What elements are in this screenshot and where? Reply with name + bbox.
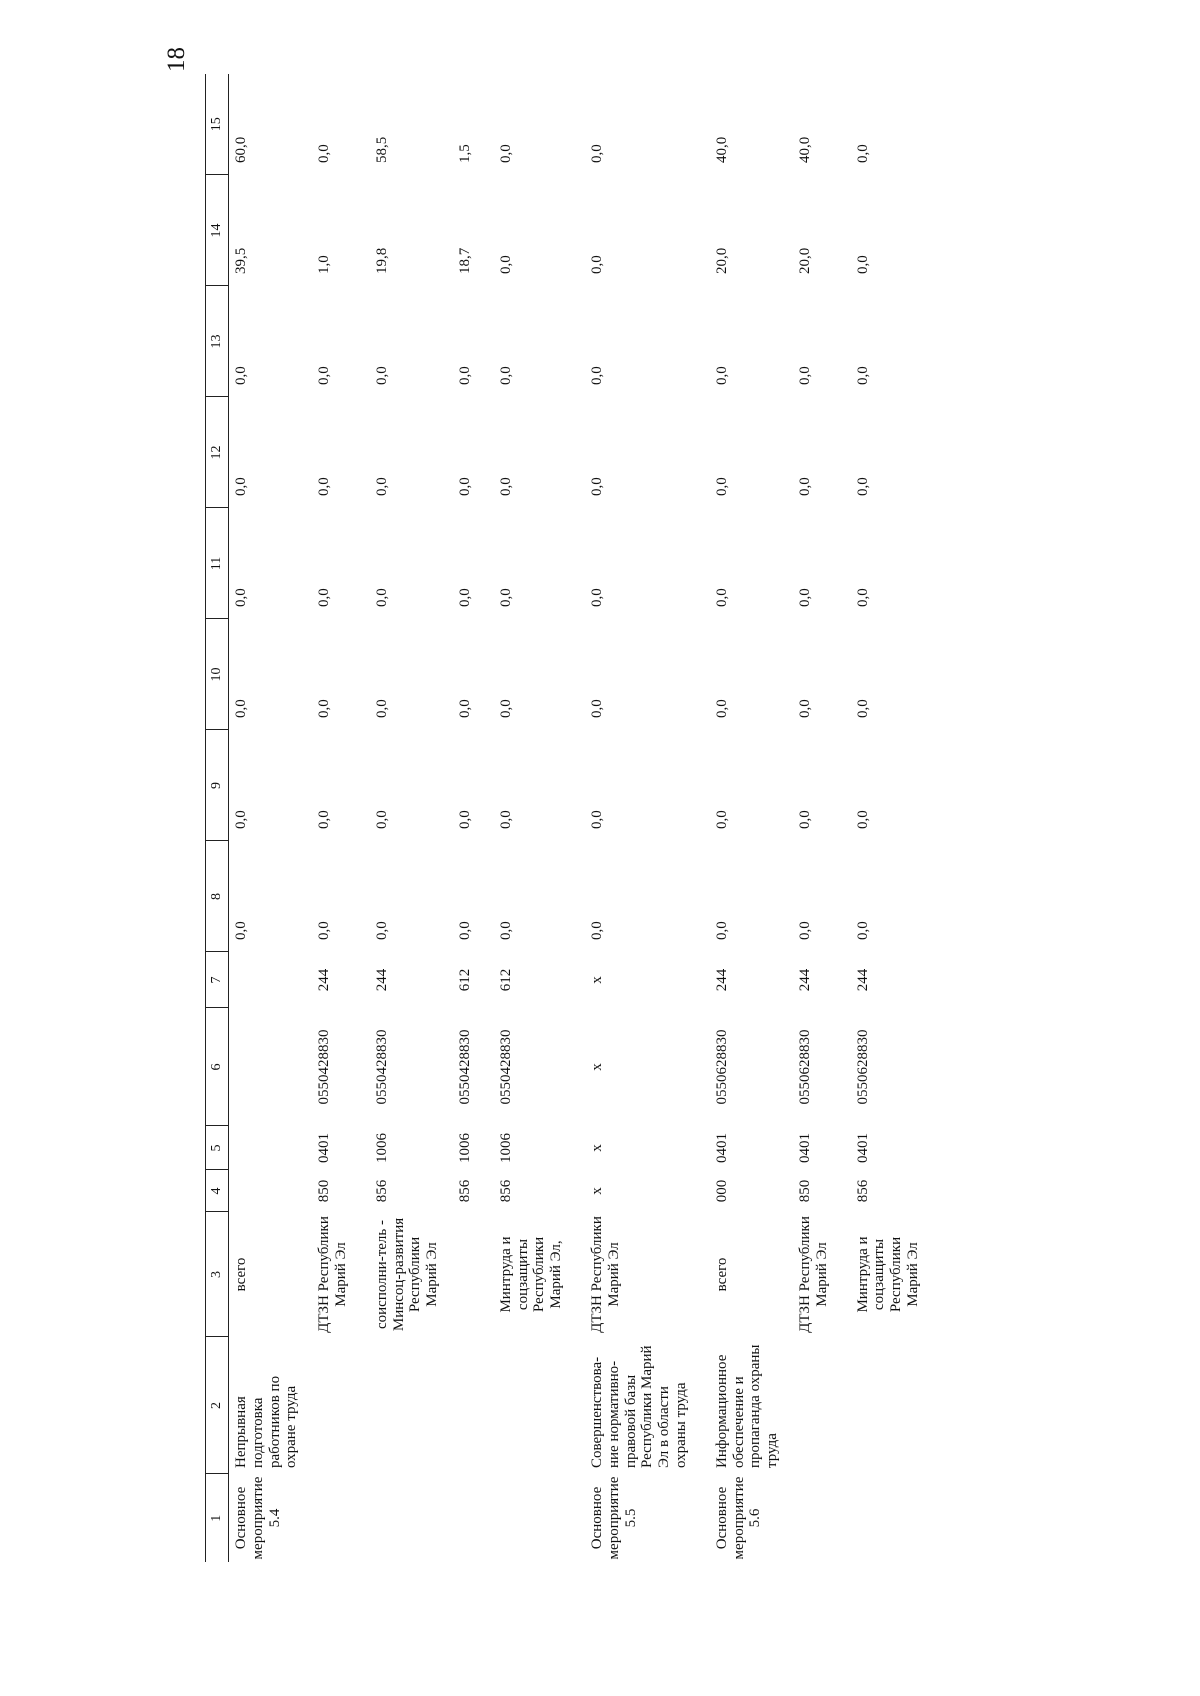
amount-cell-col-12: 0,0 xyxy=(713,477,730,496)
table-row xyxy=(783,74,833,1562)
code-vr-cell: 244 xyxy=(373,968,390,992)
table-body xyxy=(229,74,924,1562)
measure-name-cell xyxy=(443,1474,476,1562)
amount-cell-col-9: 0,0 xyxy=(854,810,871,829)
amount-cell-col-14: 39,5 xyxy=(233,247,249,274)
amount-cell-col-9: 0,0 xyxy=(796,810,813,829)
amount-cell-col-9: 0,0 xyxy=(497,810,514,829)
executor-cell: всего xyxy=(233,1257,249,1292)
column-header-15: 15 xyxy=(206,74,229,175)
code-csr-cell: 0550428830 xyxy=(316,1029,333,1105)
amount-cell-col-15: 0,0 xyxy=(588,144,605,163)
amount-cell-col-8: 0,0 xyxy=(854,921,871,940)
executor-cell xyxy=(443,1212,476,1337)
amount-cell-col-10: 0,0 xyxy=(796,699,813,718)
amount-cell-col-9: 0,0 xyxy=(316,810,333,829)
amount-cell-col-12: 0,0 xyxy=(588,477,605,496)
amount-cell-col-13: 0,0 xyxy=(316,366,333,385)
amount-cell-col-11: 0,0 xyxy=(713,588,730,607)
amount-cell-col-15: 40,0 xyxy=(713,136,730,163)
column-header-10: 10 xyxy=(206,619,229,730)
column-number-header xyxy=(206,74,229,1562)
column-header-14: 14 xyxy=(206,175,229,286)
amount-cell-col-9: 0,0 xyxy=(373,810,390,829)
code-vr-cell: 244 xyxy=(796,968,813,992)
amount-cell-col-14: 0,0 xyxy=(588,255,605,274)
amount-cell-col-8: 0,0 xyxy=(373,921,390,940)
page-number: 18 xyxy=(163,47,190,72)
amount-cell-col-11: 0,0 xyxy=(456,588,473,607)
amount-cell-col-15: 0,0 xyxy=(854,144,871,163)
amount-cell-col-13: 0,0 xyxy=(497,366,514,385)
code-vr-cell: 612 xyxy=(497,968,514,992)
amount-cell-col-15: 40,0 xyxy=(796,136,813,163)
amount-cell-col-10: 0,0 xyxy=(316,699,333,718)
code-vr-cell xyxy=(229,952,303,1008)
amount-cell-col-10: 0,0 xyxy=(497,699,514,718)
measure-description-cell xyxy=(783,1337,833,1474)
amount-cell-col-10: 0,0 xyxy=(854,699,871,718)
executor-cell: ДТЗН Республики Марий Эл xyxy=(796,1216,830,1333)
code-rzpr-cell: 0401 xyxy=(796,1133,813,1163)
measure-description-cell xyxy=(352,1337,443,1474)
amount-cell-col-9: 0,0 xyxy=(233,810,249,829)
amount-cell-col-12: 0,0 xyxy=(233,477,249,496)
amount-cell-col-11: 0,0 xyxy=(373,588,390,607)
executor-cell: всего xyxy=(713,1257,730,1292)
code-grbs-cell: 856 xyxy=(456,1179,473,1203)
column-header-6: 6 xyxy=(206,1008,229,1126)
code-grbs-cell: 000 xyxy=(713,1179,730,1203)
amount-cell-col-15: 0,0 xyxy=(316,144,333,163)
code-grbs-cell: 856 xyxy=(854,1179,871,1203)
amount-cell-col-8: 0,0 xyxy=(316,921,333,940)
amount-cell-col-12: 0,0 xyxy=(854,477,871,496)
amount-cell-col-10: 0,0 xyxy=(456,699,473,718)
column-header-7: 7 xyxy=(206,952,229,1008)
amount-cell-col-13: 0,0 xyxy=(233,366,249,385)
code-grbs-cell: 856 xyxy=(373,1179,390,1203)
amount-cell-col-12: 0,0 xyxy=(373,477,390,496)
code-grbs-cell: x xyxy=(588,1187,605,1195)
code-grbs-cell xyxy=(229,1170,303,1212)
table-row xyxy=(229,74,303,1562)
budget-table xyxy=(205,74,924,1562)
amount-cell-col-12: 0,0 xyxy=(456,477,473,496)
code-csr-cell: 0550628830 xyxy=(796,1029,813,1105)
code-vr-cell: 612 xyxy=(456,968,473,992)
code-grbs-cell: 850 xyxy=(316,1179,333,1203)
amount-cell-col-12: 0,0 xyxy=(316,477,333,496)
amount-cell-col-8: 0,0 xyxy=(233,921,249,940)
executor-cell: соисполни-тель - Минсоц-развития Республики Марий Эл xyxy=(373,1217,441,1332)
amount-cell-col-13: 0,0 xyxy=(854,366,871,385)
table-row xyxy=(302,74,352,1562)
column-header-5: 5 xyxy=(206,1126,229,1170)
amount-cell-col-11: 0,0 xyxy=(796,588,813,607)
amount-cell-col-15: 0,0 xyxy=(497,144,514,163)
amount-cell-col-11: 0,0 xyxy=(497,588,514,607)
measure-name-cell xyxy=(352,1474,443,1562)
column-header-13: 13 xyxy=(206,286,229,397)
amount-cell-col-13: 0,0 xyxy=(796,366,813,385)
amount-cell-col-10: 0,0 xyxy=(233,699,249,718)
measure-name-cell xyxy=(783,1474,833,1562)
column-header-4: 4 xyxy=(206,1170,229,1212)
amount-cell-col-11: 0,0 xyxy=(588,588,605,607)
code-rzpr-cell: 0401 xyxy=(713,1133,730,1163)
amount-cell-col-8: 0,0 xyxy=(588,921,605,940)
amount-cell-col-15: 60,0 xyxy=(233,136,249,163)
amount-cell-col-13: 0,0 xyxy=(713,366,730,385)
amount-cell-col-15: 1,5 xyxy=(456,144,473,163)
amount-cell-col-8: 0,0 xyxy=(796,921,813,940)
amount-cell-col-11: 0,0 xyxy=(854,588,871,607)
amount-cell-col-10: 0,0 xyxy=(713,699,730,718)
measure-name-cell: Основное мероприятие 5.5 xyxy=(588,1476,639,1560)
code-rzpr-cell: 1006 xyxy=(497,1133,514,1163)
amount-cell-col-8: 0,0 xyxy=(456,921,473,940)
code-rzpr-cell: 0401 xyxy=(316,1133,333,1163)
amount-cell-col-12: 0,0 xyxy=(796,477,813,496)
measure-name-cell xyxy=(833,1474,924,1562)
amount-cell-col-8: 0,0 xyxy=(497,921,514,940)
amount-cell-col-15: 58,5 xyxy=(373,136,390,163)
code-rzpr-cell: 0401 xyxy=(854,1133,871,1163)
measure-description-cell: Непрывная подготовка работников по охране труда xyxy=(233,1375,300,1468)
code-rzpr-cell: 1006 xyxy=(456,1133,473,1163)
column-header-9: 9 xyxy=(206,730,229,841)
amount-cell-col-11: 0,0 xyxy=(233,588,249,607)
table-row xyxy=(476,74,567,1562)
code-vr-cell: 244 xyxy=(713,968,730,992)
code-csr-cell: 0550428830 xyxy=(497,1029,514,1105)
code-rzpr-cell: 1006 xyxy=(373,1133,390,1163)
code-csr-cell: 0550428830 xyxy=(456,1029,473,1105)
amount-cell-col-9: 0,0 xyxy=(456,810,473,829)
code-grbs-cell: 850 xyxy=(796,1179,813,1203)
measure-description-cell xyxy=(302,1337,352,1474)
measure-description-cell xyxy=(833,1337,924,1474)
amount-cell-col-14: 19,8 xyxy=(373,247,390,274)
rotated-table-container xyxy=(205,78,1025,1562)
amount-cell-col-14: 0,0 xyxy=(854,255,871,274)
amount-cell-col-11: 0,0 xyxy=(316,588,333,607)
amount-cell-col-14: 20,0 xyxy=(796,247,813,274)
amount-cell-col-14: 18,7 xyxy=(456,247,473,274)
amount-cell-col-10: 0,0 xyxy=(588,699,605,718)
amount-cell-col-9: 0,0 xyxy=(713,810,730,829)
amount-cell-col-10: 0,0 xyxy=(373,699,390,718)
code-csr-cell: 0550428830 xyxy=(373,1029,390,1105)
amount-cell-col-14: 0,0 xyxy=(497,255,514,274)
table-row xyxy=(443,74,476,1562)
amount-cell-col-13: 0,0 xyxy=(373,366,390,385)
amount-cell-col-13: 0,0 xyxy=(456,366,473,385)
code-csr-cell: x xyxy=(588,1063,605,1071)
amount-cell-col-13: 0,0 xyxy=(588,366,605,385)
column-header-12: 12 xyxy=(206,397,229,508)
code-csr-cell: 0550628830 xyxy=(713,1029,730,1105)
column-header-11: 11 xyxy=(206,508,229,619)
executor-cell: ДТЗН Республики Марий Эл xyxy=(316,1216,349,1333)
measure-description-cell: Информационное обеспечение и пропаганда охраны труда xyxy=(713,1344,781,1468)
code-csr-cell xyxy=(229,1008,303,1126)
table-row xyxy=(692,74,783,1562)
column-header-3: 3 xyxy=(206,1212,229,1337)
measure-description-cell xyxy=(476,1337,567,1474)
column-header-2: 2 xyxy=(206,1337,229,1474)
executor-cell: Минтруда и соцзащиты Республики Марий Эл, xyxy=(497,1236,565,1313)
executor-cell: ДТЗН Республики Марий Эл xyxy=(588,1216,622,1333)
measure-name-cell xyxy=(476,1474,567,1562)
code-vr-cell: 244 xyxy=(316,968,333,992)
amount-cell-col-12: 0,0 xyxy=(497,477,514,496)
column-header-8: 8 xyxy=(206,841,229,952)
code-rzpr-cell: x xyxy=(588,1144,605,1152)
amount-cell-col-8: 0,0 xyxy=(713,921,730,940)
executor-cell: Минтруда и соцзащиты Республики Марий Эл xyxy=(854,1236,921,1313)
measure-description-cell xyxy=(443,1337,476,1474)
amount-cell-col-14: 20,0 xyxy=(713,247,730,274)
table-row xyxy=(352,74,443,1562)
code-csr-cell: 0550628830 xyxy=(854,1029,871,1105)
measure-name-cell xyxy=(302,1474,352,1562)
amount-cell-col-14: 1,0 xyxy=(316,255,333,274)
amount-cell-col-9: 0,0 xyxy=(588,810,605,829)
measure-name-cell: Основное мероприятие 5.6 xyxy=(713,1476,764,1560)
code-grbs-cell: 856 xyxy=(497,1179,514,1203)
measure-description-cell: Совершенствова-ние нормативно-правовой базы Республики Марий Эл в области охраны труда xyxy=(588,1345,689,1468)
code-rzpr-cell xyxy=(229,1126,303,1170)
code-vr-cell: 244 xyxy=(854,968,871,992)
column-header-1: 1 xyxy=(206,1474,229,1562)
measure-name-cell: Основное мероприятие 5.4 xyxy=(233,1476,283,1560)
code-vr-cell: x xyxy=(588,976,605,984)
table-row xyxy=(567,74,692,1562)
table-row xyxy=(833,74,924,1562)
